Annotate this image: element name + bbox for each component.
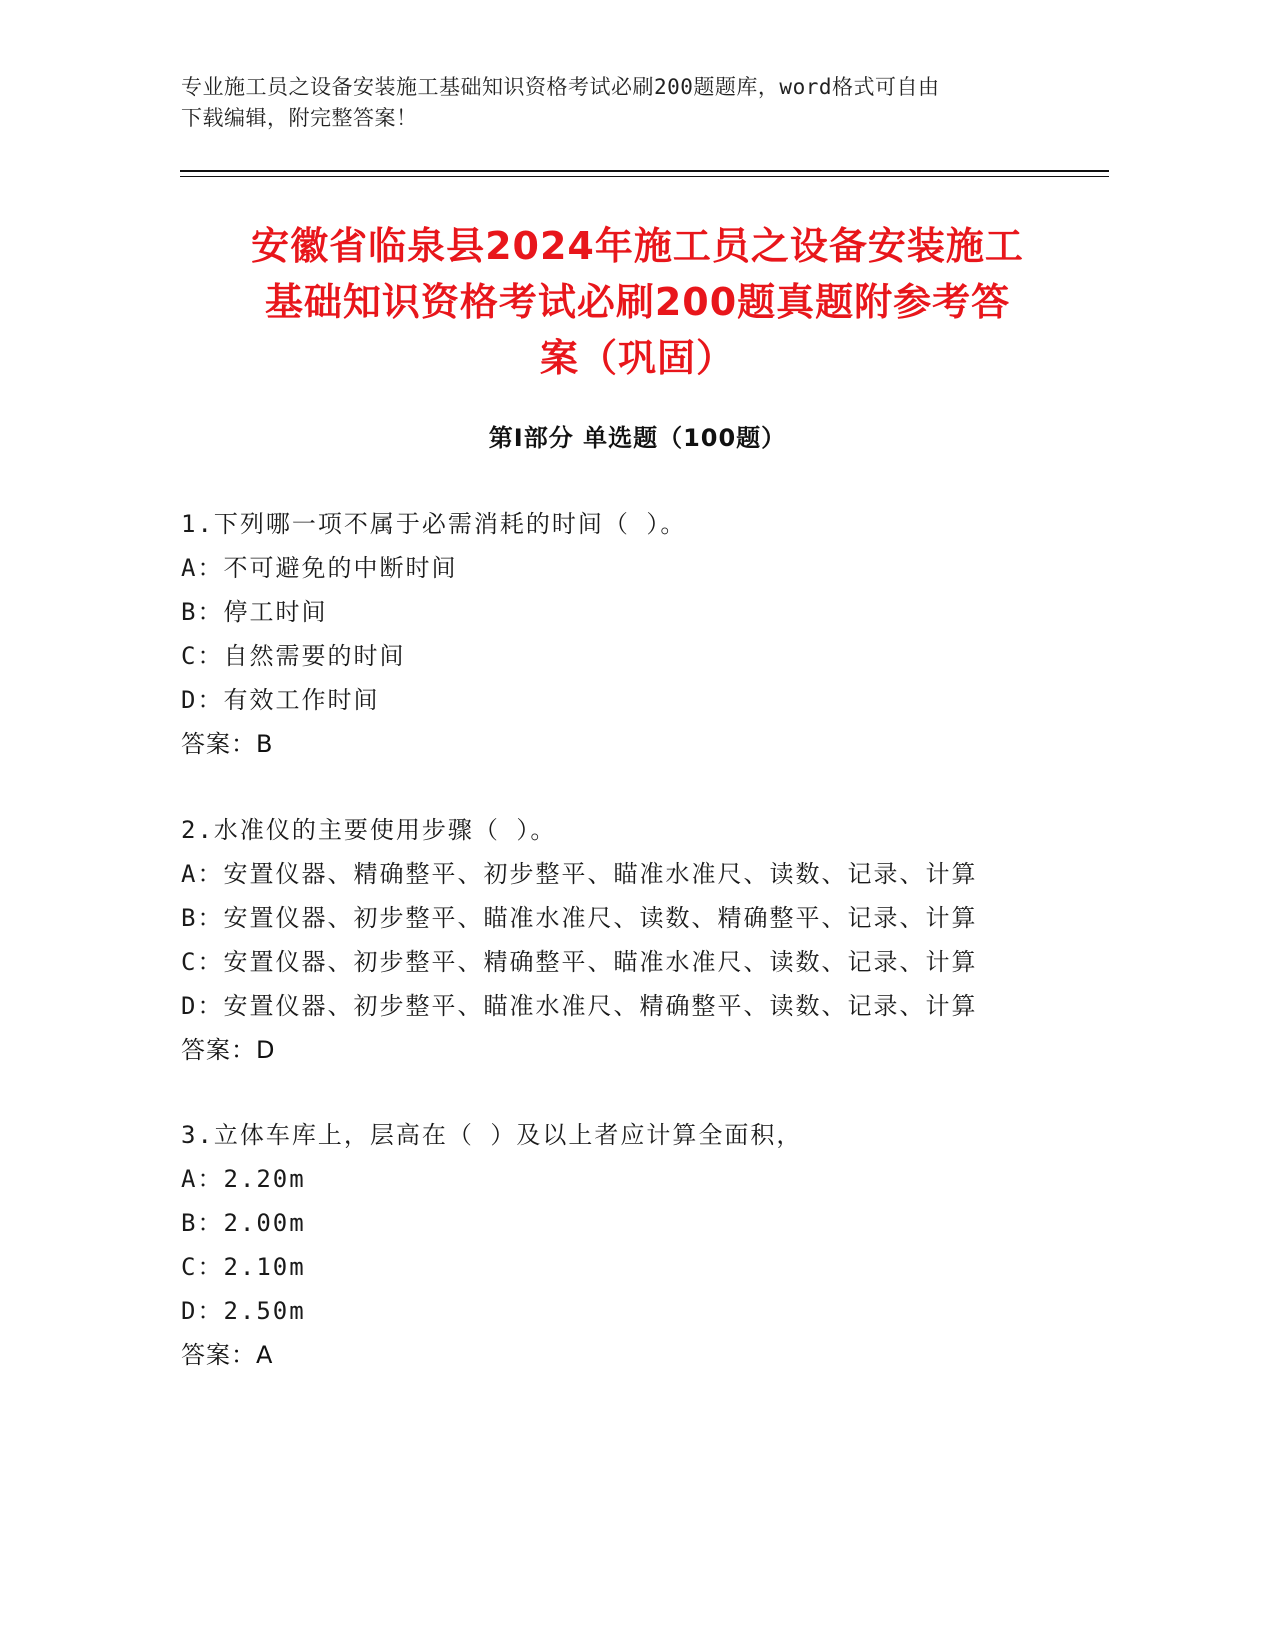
option-b: B：停工时间 [181, 598, 328, 626]
question-stem: 1.下列哪一项不属于必需消耗的时间（ ）。 [181, 510, 687, 538]
answer: 答案：A [181, 1341, 274, 1369]
header-note [181, 72, 1061, 134]
document-title [150, 218, 1125, 386]
answer: 答案：B [181, 730, 274, 758]
option-c: C：自然需要的时间 [181, 642, 406, 670]
option-b: B：安置仪器、初步整平、瞄准水准尺、读数、精确整平、记录、计算 [181, 904, 978, 932]
option-d: D：安置仪器、初步整平、瞄准水准尺、精确整平、读数、记录、计算 [181, 992, 978, 1020]
header-divider-thick [180, 170, 1109, 172]
document-title-line-1: 安徽省临泉县2024年施工员之设备安装施工 [251, 224, 1024, 268]
question-stem: 2.水准仪的主要使用步骤（ ）。 [181, 816, 557, 844]
header-divider-thin [180, 176, 1109, 177]
question-1 [181, 506, 1121, 770]
section-heading: 第Ⅰ部分 单选题（100题） [488, 424, 787, 452]
option-d: D：2.50m [181, 1297, 306, 1325]
option-d: D：有效工作时间 [181, 686, 380, 714]
option-c: C：安置仪器、初步整平、精确整平、瞄准水准尺、读数、记录、计算 [181, 948, 978, 976]
question-3 [181, 1117, 1121, 1381]
header-note-line-2: 下载编辑，附完整答案！ [181, 106, 418, 130]
option-a: A：不可避免的中断时间 [181, 554, 458, 582]
option-b: B：2.00m [181, 1209, 306, 1237]
document-title-line-2: 基础知识资格考试必刷200题真题附参考答 [264, 280, 1011, 324]
option-a: A：安置仪器、精确整平、初步整平、瞄准水准尺、读数、记录、计算 [181, 860, 978, 888]
option-a: A：2.20m [181, 1165, 306, 1193]
option-c: C：2.10m [181, 1253, 306, 1281]
answer: 答案：D [181, 1036, 276, 1064]
question-stem: 3.立体车库上，层高在（ ）及以上者应计算全面积， [181, 1121, 803, 1149]
question-2 [181, 812, 1121, 1076]
document-title-line-3: 案（巩固） [539, 336, 735, 380]
header-note-line-1: 专业施工员之设备安装施工基础知识资格考试必刷200题题库，word格式可自由 [181, 75, 940, 99]
